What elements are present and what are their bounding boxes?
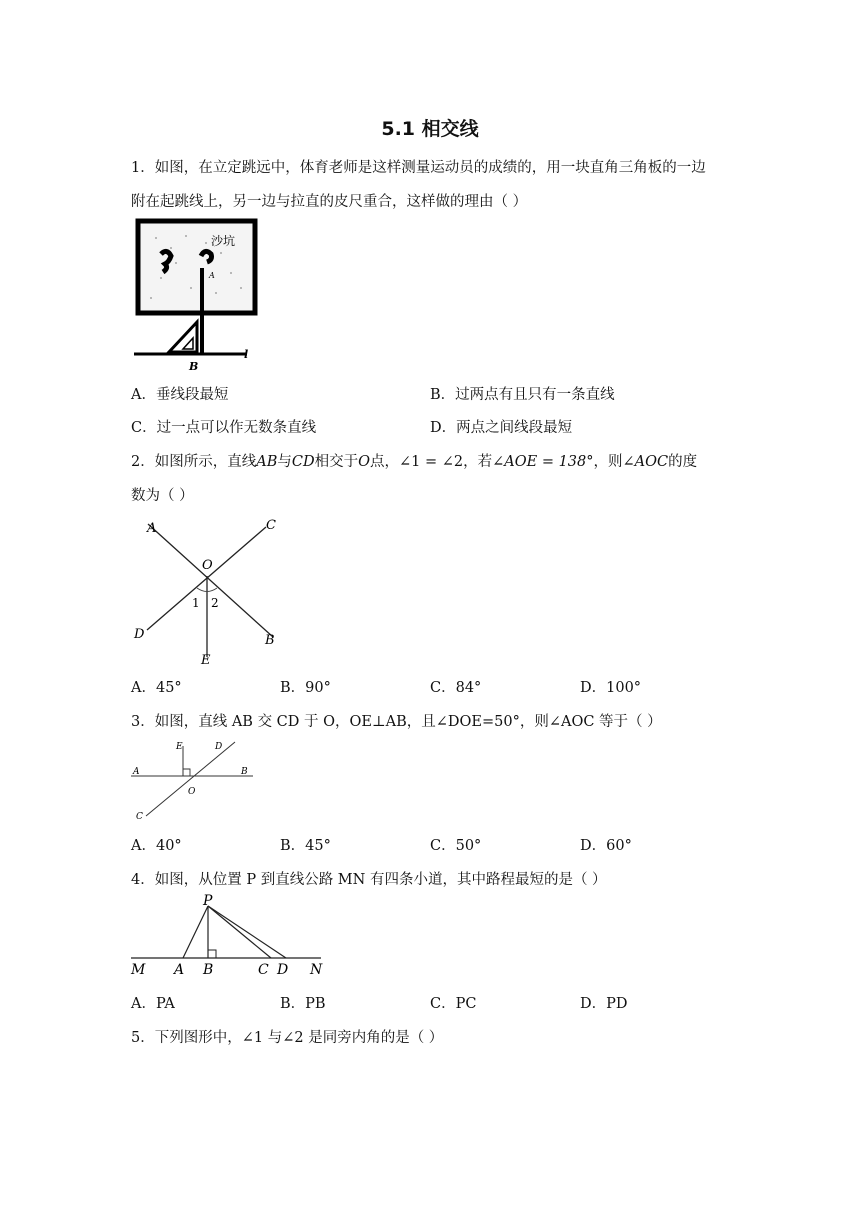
q1-option-d: D．两点之间线段最短 (430, 420, 573, 436)
q3-stem: 3．如图，直线 AB 交 CD 于 O，OE⊥AB，且∠DOE=50°，则∠AOC 等于（ ） (131, 714, 662, 730)
q4-figure-roads (131, 893, 331, 983)
q1-option-c: C．过一点可以作无数条直线 (131, 420, 317, 436)
q3-fig-label-b: B (241, 767, 248, 777)
q2-target-aoc: ∠AOC (622, 454, 669, 470)
q1-stem-line1: 1．如图，在立定跳远中，体育老师是这样测量运动员的成绩的，用一块直角三角板的一边 (131, 160, 706, 176)
q2-text-meet: 相交于 (314, 454, 359, 470)
q2-text-then: ，则 (593, 454, 623, 470)
q2-condition-angles: ∠1 = ∠2 (399, 454, 464, 470)
q2-option-a: A．45° (131, 680, 182, 696)
q4-fig-label-p: P (203, 893, 213, 909)
q3-option-a: A．40° (131, 838, 182, 854)
q4-option-a: A．PA (131, 996, 175, 1012)
q3-fig-label-o: O (188, 787, 196, 797)
q4-option-c: C．PC (430, 996, 477, 1012)
q2-fig-label-o: O (202, 558, 213, 573)
q4-option-d: D．PD (580, 996, 628, 1012)
q1-line-l-label: l (244, 348, 249, 361)
q2-fig-label-b: B (265, 633, 275, 648)
page-title: 5.1 相交线 (381, 118, 479, 140)
q3-fig-label-e: E (176, 742, 183, 752)
q1-figure-long-jump (131, 218, 261, 373)
q2-fig-label-c: C (266, 518, 276, 533)
q2-line-cd: CD (291, 454, 315, 470)
q2-text-prefix: 2．如图所示，直线 (131, 454, 257, 470)
q2-fig-label-2: 2 (211, 596, 219, 610)
q3-fig-label-d: D (215, 742, 223, 752)
q4-fig-label-a: A (174, 962, 185, 978)
q2-fig-label-d: D (134, 627, 145, 642)
q3-option-c: C．50° (430, 838, 482, 854)
q2-text-if: ，若 (463, 454, 493, 470)
q4-fig-label-c: C (258, 962, 269, 978)
q2-text-point: 点， (370, 454, 399, 470)
q4-stem: 4．如图，从位置 P 到直线公路 MN 有四条小道，其中路程最短的是（ ） (131, 872, 607, 888)
q1-point-a-label: A (209, 271, 215, 280)
q2-stem-line1 (131, 450, 697, 471)
q1-pit-label: 沙坑 (211, 234, 236, 248)
q2-fig-label-e: E (201, 653, 211, 668)
q3-fig-label-c: C (136, 812, 143, 822)
q2-option-b: B．90° (280, 680, 331, 696)
q2-point-o: O (358, 454, 370, 470)
q4-fig-label-b: B (203, 962, 214, 978)
q3-figure-perpendicular (131, 738, 261, 823)
q3-fig-label-a: A (133, 767, 140, 777)
q2-text-with: 与 (277, 454, 292, 470)
q3-option-d: D．60° (580, 838, 632, 854)
q4-fig-label-m: M (131, 962, 146, 978)
q4-fig-label-n: N (310, 962, 323, 978)
q1-stem-line2: 附在起跳线上，另一边与拉直的皮尺重合，这样做的理由（ ） (131, 194, 528, 210)
q2-fig-label-a: A (147, 521, 157, 536)
q2-option-d: D．100° (580, 680, 642, 696)
q2-figure-intersecting-lines (131, 512, 301, 672)
q2-fig-label-1: 1 (192, 596, 200, 610)
q5-stem: 5．下列图形中，∠1 与∠2 是同旁内角的是（ ） (131, 1030, 444, 1046)
q1-point-b-label: B (189, 360, 199, 373)
q2-text-suffix: 的度 (668, 454, 698, 470)
q2-stem-line2: 数为（ ） (131, 488, 194, 504)
q1-option-b: B．过两点有且只有一条直线 (430, 387, 615, 403)
q4-fig-label-d: D (277, 962, 289, 978)
q1-option-a: A．垂线段最短 (131, 387, 229, 403)
q2-option-c: C．84° (430, 680, 482, 696)
q4-option-b: B．PB (280, 996, 326, 1012)
q2-condition-aoe: ∠AOE = 138° (492, 454, 594, 470)
q3-option-b: B．45° (280, 838, 331, 854)
q2-line-ab: AB (256, 454, 278, 470)
